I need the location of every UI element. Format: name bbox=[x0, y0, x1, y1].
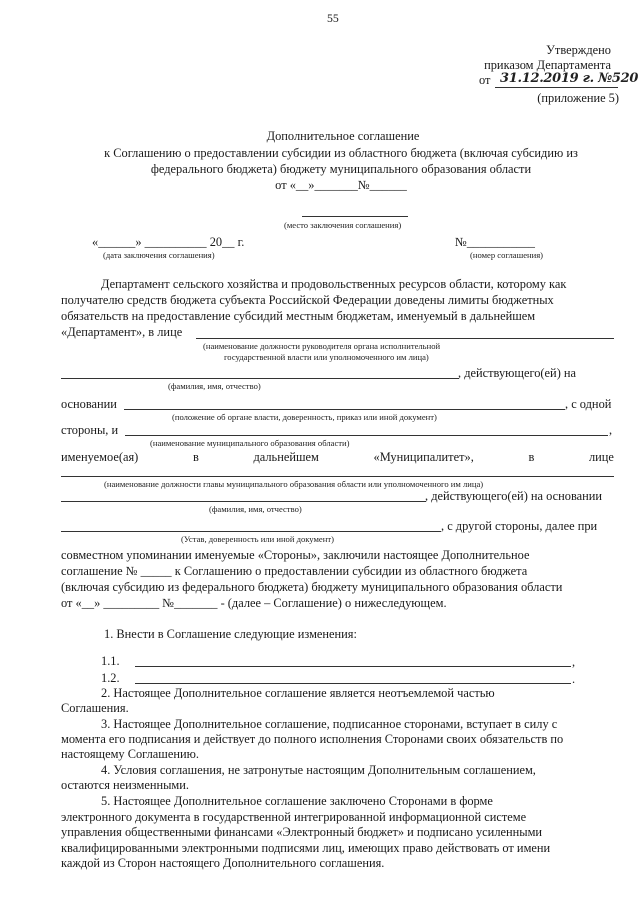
fio-caption-1: (фамилия, имя, отчество) bbox=[168, 381, 261, 391]
charter-caption: (Устав, доверенность или иной документ) bbox=[181, 534, 334, 544]
item-3-line-3: настоящему Соглашению. bbox=[61, 747, 199, 761]
para2-line-4: от «__» _________ №_______ - (далее – Соглашение) о нижеследующем. bbox=[61, 596, 447, 610]
date-field: «______» __________ 20__ г. bbox=[92, 235, 245, 249]
item-4-line-1: 4. Условия соглашения, не затронутые настоящим Дополнительным соглашением, bbox=[101, 763, 536, 777]
basis-suffix: , с одной bbox=[565, 397, 612, 411]
approval-line-2: приказом Департамента bbox=[484, 58, 611, 72]
approval-date-underline bbox=[495, 87, 618, 88]
official-line bbox=[196, 338, 614, 339]
official-caption-2: государственной власти или уполномоченного им лица) bbox=[224, 352, 429, 362]
item-3-line-2: момента его подписания и действует до полного исполнения Сторонами своих обязательств по bbox=[61, 732, 564, 746]
item-5-line-1: 5. Настоящее Дополнительное соглашение заключено Сторонами в форме bbox=[101, 794, 493, 808]
official-caption-1: (наименование должности руководителя органа исполнительной bbox=[203, 341, 441, 351]
approval-date-prefix: от bbox=[479, 73, 491, 87]
side-suffix: , bbox=[609, 423, 613, 437]
acting-suffix: , действующего(ей) на bbox=[458, 366, 577, 380]
named-word: дальнейшем bbox=[253, 450, 319, 464]
item-5-line-5: каждой из Сторон настоящего Дополнительного соглашения. bbox=[61, 856, 385, 870]
doc-title-2: к Соглашению о предоставлении субсидии из областного бюджета (включая субсидию из bbox=[104, 146, 578, 160]
approval-appendix: (приложение 5) bbox=[537, 91, 619, 105]
item-1: 1. Внести в Соглашение следующие изменения: bbox=[104, 627, 357, 641]
item-5-line-4: квалифицированными электронными подписями лиц, имеющих право действовать от имени bbox=[61, 841, 551, 855]
named-word: в bbox=[528, 450, 535, 464]
fio-caption-2: (фамилия, имя, отчество) bbox=[209, 504, 302, 514]
acting-line bbox=[61, 378, 459, 379]
basis-caption: (положение об органе власти, доверенность, приказ или иной документ) bbox=[172, 412, 437, 422]
charter-line bbox=[61, 531, 441, 532]
head-caption: (наименование должности главы муниципального образования области или уполномоченного им лица) bbox=[104, 479, 484, 489]
side-prefix: стороны, и bbox=[61, 423, 119, 437]
doc-title-1: Дополнительное соглашение bbox=[266, 129, 420, 143]
item-1-1: 1.1. bbox=[101, 654, 120, 668]
approval-line-1: Утверждено bbox=[546, 43, 611, 57]
approval-handwritten-date: 31.12.2019 г. №520 bbox=[500, 71, 639, 86]
place-caption: (место заключения соглашения) bbox=[284, 220, 402, 230]
para2-line-1: совместном упоминании именуемые «Стороны», заключили настоящее Дополнительное bbox=[61, 548, 530, 562]
other-side-suffix: , с другой стороны, далее при bbox=[441, 519, 598, 533]
para1-line-3: обязательств на предоставление субсидий местным бюджетам, именуемый в дальнейшем bbox=[61, 309, 536, 323]
municipality-caption: (наименование муниципального образования области) bbox=[150, 438, 350, 448]
acting2-suffix: , действующего(ей) на основании bbox=[425, 489, 603, 503]
basis-line bbox=[124, 409, 565, 410]
para1-line-2: получателю средств бюджета субъекта Российской Федерации доведены лимиты бюджетных bbox=[61, 293, 554, 307]
named-word: «Муниципалитет», bbox=[373, 450, 474, 464]
named-word: именуемое(ая) bbox=[61, 450, 139, 464]
para2-line-2: соглашение № _____ к Соглашению о предоставлении субсидии из областного бюджета bbox=[61, 564, 528, 578]
item-1-2-dot: . bbox=[572, 672, 576, 686]
date-caption: (дата заключения соглашения) bbox=[103, 250, 215, 260]
doc-title-4: от «__»_______№______ bbox=[275, 178, 407, 192]
side-line bbox=[125, 435, 608, 436]
item-1-1-comma: , bbox=[572, 655, 576, 669]
para2-line-3: (включая субсидию из федерального бюджета) бюджету муниципального образования области bbox=[61, 580, 563, 594]
named-word: в bbox=[192, 450, 199, 464]
basis-prefix: основании bbox=[61, 397, 117, 411]
page-number: 55 bbox=[327, 11, 339, 25]
para1-line-4: «Департамент», в лице bbox=[61, 325, 183, 339]
item-4-line-2: остаются неизменными. bbox=[61, 778, 190, 792]
doc-title-3: федерального бюджета) бюджету муниципального образования области bbox=[150, 162, 532, 176]
number-caption: (номер соглашения) bbox=[470, 250, 544, 260]
head-line bbox=[61, 476, 614, 477]
place-line bbox=[302, 216, 408, 217]
item-2-line-2: Соглашения. bbox=[61, 701, 129, 715]
number-field: №___________ bbox=[455, 235, 535, 249]
item-5-line-2: электронного документа в государственной интегрированной информационной системе bbox=[61, 810, 527, 824]
item-1-1-line bbox=[135, 666, 571, 667]
item-1-2-line bbox=[135, 683, 571, 684]
para1-line-1: Департамент сельского хозяйства и продовольственных ресурсов области, которому как bbox=[101, 277, 567, 291]
named-word: лице bbox=[588, 450, 614, 464]
item-5-line-3: управления общественными финансами «Электронный бюджет» и подписано усиленными bbox=[61, 825, 543, 839]
acting2-line bbox=[61, 501, 426, 502]
item-1-2: 1.2. bbox=[101, 671, 120, 685]
item-2-line-1: 2. Настоящее Дополнительное соглашение является неотъемлемой частью bbox=[101, 686, 495, 700]
item-3-line-1: 3. Настоящее Дополнительное соглашение, подписанное сторонами, вступает в силу с bbox=[101, 717, 558, 731]
named-row bbox=[61, 450, 614, 465]
